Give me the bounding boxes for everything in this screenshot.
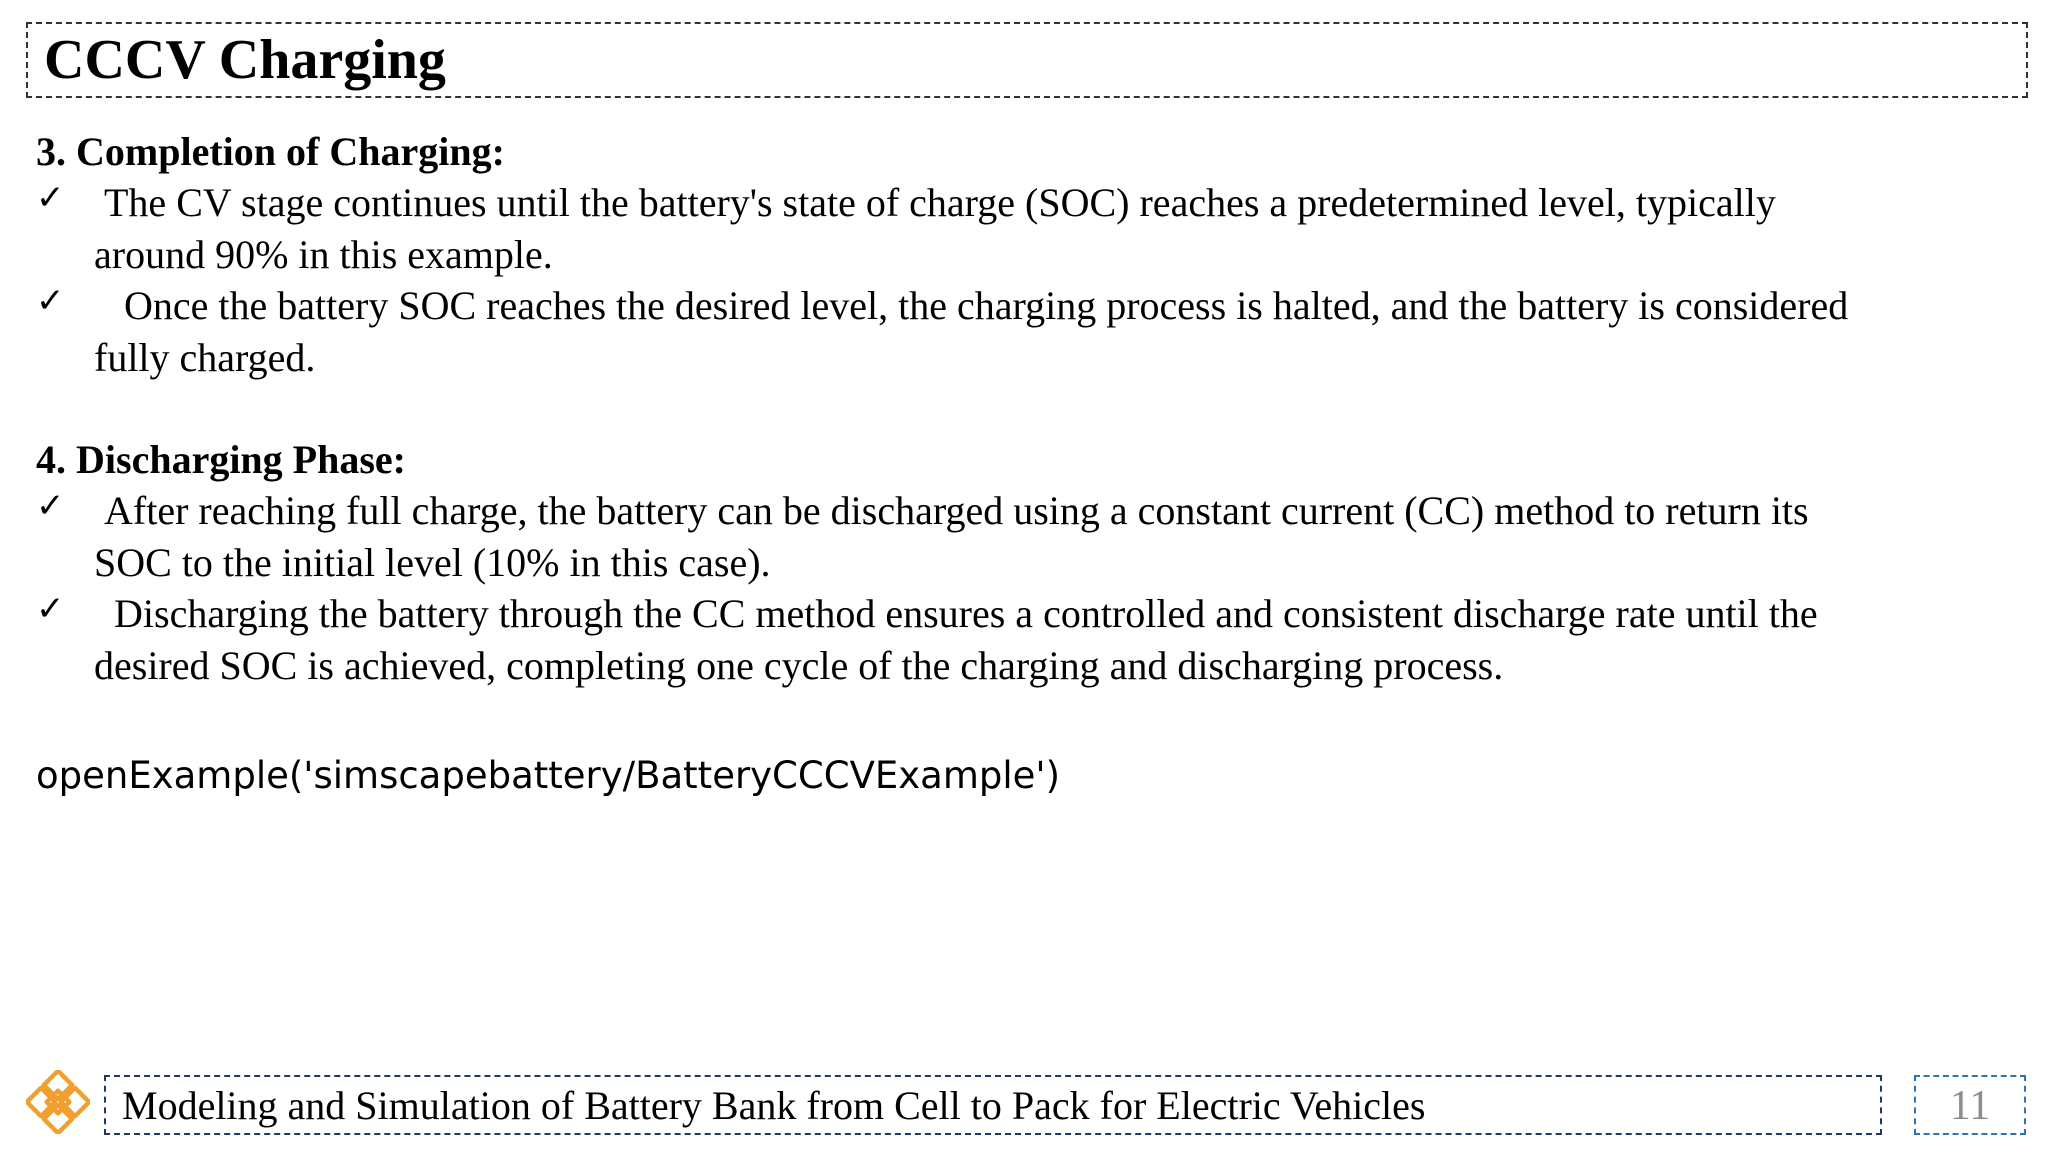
bullet-item — [36, 485, 2024, 588]
bullet-item — [36, 177, 2024, 280]
footer-title: Modeling and Simulation of Battery Bank from Cell to Pack for Electric Vehicles — [122, 1083, 1426, 1128]
section-discharging — [36, 434, 2026, 691]
check-icon: ✓ — [36, 486, 65, 526]
endless-knot-logo-icon — [26, 1070, 90, 1134]
slide-content — [36, 126, 2026, 801]
spacer — [36, 691, 2026, 742]
spacer — [36, 383, 2026, 434]
section-completion — [36, 126, 2026, 383]
bullet-item — [36, 280, 2024, 383]
page-number: 11 — [1949, 1083, 1991, 1129]
bullet-line: fully charged. — [94, 334, 316, 380]
check-icon: ✓ — [36, 589, 65, 629]
section-heading: 3. Completion of Charging: — [36, 129, 505, 174]
bullet-line: SOC to the initial level (10% in this case). — [94, 539, 771, 585]
footer-title-box — [104, 1075, 1882, 1135]
title-box — [26, 22, 2028, 98]
page-number-box — [1914, 1075, 2026, 1135]
bullet-line: Discharging the battery through the CC method ensures a controlled and consistent discharge rate until the — [94, 591, 1818, 636]
bullet-line: desired SOC is achieved, completing one cycle of the charging and discharging process. — [94, 642, 1504, 688]
slide-title: CCCV Charging — [44, 29, 446, 91]
bullet-line: Once the battery SOC reaches the desired level, the charging process is halted, and the battery is considered — [94, 283, 1849, 328]
bullet-line: After reaching full charge, the battery can be discharged using a constant current (CC) method to return its — [94, 488, 1809, 533]
bullet-item — [36, 588, 2024, 691]
check-icon: ✓ — [36, 281, 65, 321]
section-heading: 4. Discharging Phase: — [36, 437, 406, 482]
code-snippet: openExample('simscapebattery/BatteryCCCVExample') — [36, 754, 1061, 797]
check-icon: ✓ — [36, 178, 65, 218]
bullet-line: The CV stage continues until the battery's state of charge (SOC) reaches a predetermined level, typically — [94, 180, 1776, 225]
bullet-line: around 90% in this example. — [94, 231, 553, 277]
